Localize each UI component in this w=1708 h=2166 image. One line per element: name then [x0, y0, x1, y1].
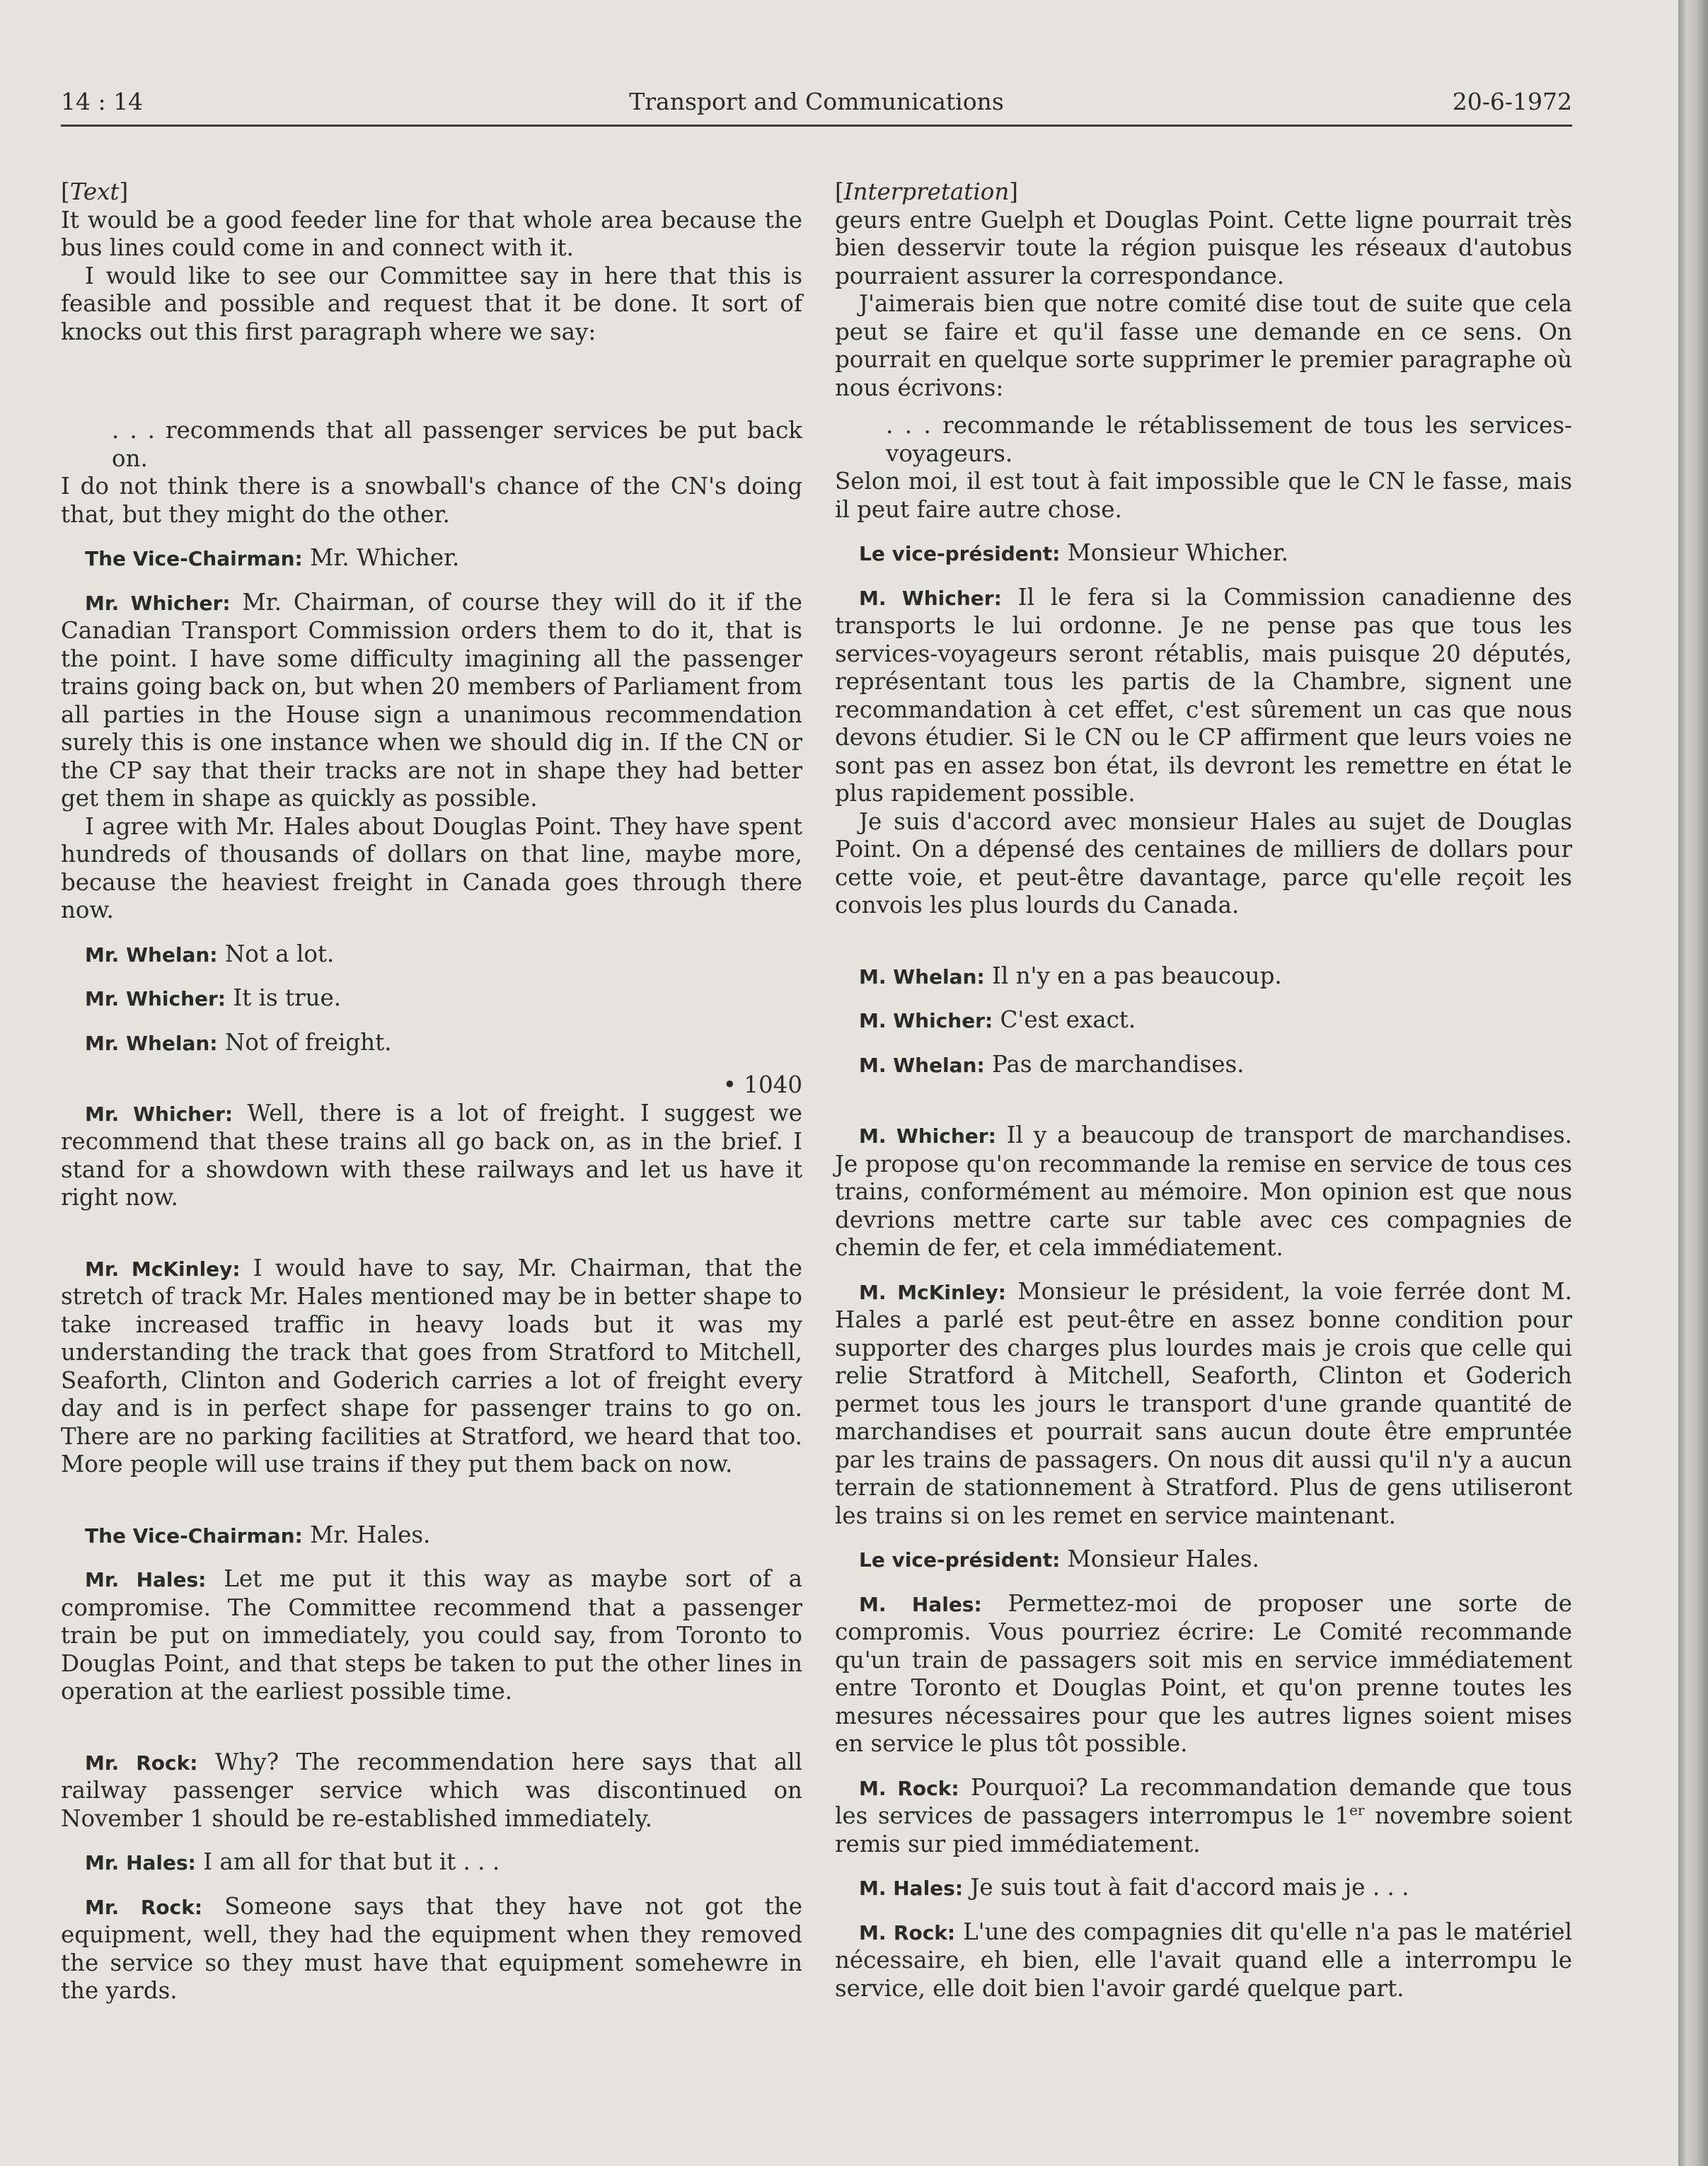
paragraph: It would be a good feeder line for that whole area because the bus lines could come in and connect with it. — [61, 206, 802, 261]
speaker-name: The Vice-Chairman: — [85, 547, 303, 570]
time-marker: • 1040 — [722, 1071, 802, 1098]
speech-text: I would have to say, Mr. Chairman, that the stretch of track Mr. Hales mentioned may be in better shape to take increased traffic in heavy loads but it was my understanding the track that goes from Stratford to Mitchell, Seaforth, Clinton and Goderich carries a lot of freight every day and is in perfect shape for passenger trains to go on. There are no parking facilities at Stratford, we heard that too. More people will use trains if they put them back on now. — [61, 1254, 802, 1477]
speech-text: Pourquoi? La recommandation demande que tous les services de passagers interrompus le — [835, 1773, 1572, 1829]
speech — [61, 1848, 802, 1877]
speech — [61, 984, 802, 1013]
french-column — [835, 178, 1572, 2003]
paragraph: Selon moi, il est tout à fait impossible que le CN le fasse, mais il peut faire autre chose. — [835, 468, 1572, 523]
speech-text: Je suis tout à fait d'accord mais je . . . — [970, 1874, 1409, 1901]
speaker-name: M. Whelan: — [859, 964, 985, 989]
speech-text: Permettez-moi de proposer une sorte de compromis. Vous pourriez écrire: Le Comité recommande qu'un train de passagers soit mis en service immédiatement entre Toronto et Douglas Point, et qu'on prenne toutes les mesures nécessaires pour que les autres lignes soient mises en service le plus tôt possible. — [835, 1589, 1573, 1757]
speaker-name: M. Rock: — [859, 1920, 956, 1945]
speech — [835, 1774, 1572, 1859]
speech-text: I am all for that but it . . . — [203, 1848, 500, 1875]
quotation: . . . recommends that all passenger services be put back on. — [112, 417, 802, 472]
speech — [835, 1918, 1572, 2003]
paragraph: I would like to see our Committee say in here that this is feasible and possible and request that it be done. It sort of knocks out this first paragraph where we say: — [61, 262, 802, 345]
speaker-name: Mr. Rock: — [85, 1895, 203, 1919]
speaker-name: Le vice-président: — [859, 1548, 1061, 1572]
speech-text: Not a lot. — [224, 940, 335, 967]
speech-text: Pas de marchandises. — [992, 1050, 1245, 1078]
speech — [835, 1545, 1572, 1574]
speech — [61, 1565, 802, 1706]
speech-text: Someone says that they have not got the equipment, well, they had the equipment when they removed the service so they must have that equipment somehewre in the yards. — [61, 1892, 803, 2004]
column-label: [Text] — [61, 178, 129, 205]
speaker-name: M. Whicher: — [859, 586, 1002, 610]
header-date: 20-6-1972 — [1452, 88, 1572, 115]
paragraph: I agree with Mr. Hales about Douglas Point. They have spent hundreds of thousands of dollars on that line, maybe more, because the heaviest freight in Canada goes through there now. — [61, 812, 802, 923]
speech-text: Let me put it this way as maybe sort of a compromise. The Committee recommend that a passenger train be put on immediately, you could say, from Toronto to Douglas Point, and that steps be taken to put the other lines in operation at the earliest possible time. — [61, 1565, 802, 1705]
speech-text: Il n'y en a pas beaucoup. — [992, 962, 1282, 989]
paragraph: I do not think there is a snowball's chance of the CN's doing that, but they might do the other. — [61, 473, 802, 528]
speech — [61, 940, 802, 969]
speech — [835, 1122, 1572, 1262]
speech-text: novembre soient remis sur pied immédiatement. — [835, 1802, 1572, 1857]
speech — [61, 589, 802, 813]
speech-text: L'une des compagnies dit qu'elle n'a pas le matériel nécessaire, eh bien, elle l'avait quand elle a interrompu le service, elle doit bien l'avoir gardé quelque part. — [835, 1918, 1572, 2002]
speaker-name: M. Whelan: — [859, 1053, 985, 1077]
speech-text: Il le fera si la Commission canadienne des transports le lui ordonne. Je ne pense pas que tous les services-voyageurs seront rétablis, mais puisque 20 députés, représentant tous les partis de la Chambre, signent une recommandation à cet effet, c'est sûrement un cas que nous devons étudier. Si le CN ou le CP affirment que leurs voies ne sont pas en assez bon état, ils devront les remettre en état le plus rapidement possible. — [835, 583, 1572, 807]
speaker-name: Mr. Whicher: — [85, 1102, 233, 1126]
speech — [835, 962, 1572, 991]
paragraph: Je suis d'accord avec monsieur Hales au sujet de Douglas Point. On a dépensé des centaines de milliers de dollars pour cette voie, et peut-être davantage, parce qu'elle reçoit les convois les plus lourds du Canada. — [835, 807, 1572, 918]
speaker-name: The Vice-Chairman: — [85, 1523, 303, 1548]
speaker-name: M. McKinley: — [859, 1280, 1006, 1304]
quotation: . . . recommande le rétablissement de tous les services-voyageurs. — [886, 412, 1572, 467]
speech-text: Monsieur le président, la voie ferrée dont M. Hales a parlé est peut-être en assez bonne condition pour supporter des charges plus lourdes mais je crois que celle qui relie Stratford à Mitchell, Seaforth, Clinton et Goderich permet tous les jours le transport d'une grande quantité de marchandises et pourrait sans aucun doute être empruntée par les trains de passagers. On nous dit aussi qu'il n'y a aucun terrain de stationnement à Stratford. Plus de gens utiliseront les trains si on les remet en service maintenant. — [835, 1277, 1572, 1529]
paragraph: geurs entre Guelph et Douglas Point. Cette ligne pourrait très bien desservir toute la région puisque les réseaux d'autobus pourraient assurer la correspondance. — [835, 206, 1572, 289]
speech — [835, 1006, 1572, 1035]
page-header — [61, 88, 1572, 127]
speech — [835, 539, 1572, 568]
speech — [835, 1278, 1572, 1531]
speech-text: Mr. Hales. — [310, 1521, 431, 1548]
speech-text: Monsieur Hales. — [1067, 1545, 1259, 1572]
speaker-name: Le vice-président: — [859, 542, 1061, 565]
speech — [835, 1051, 1572, 1080]
speech — [61, 1521, 802, 1550]
speaker-name: M. Whicher: — [859, 1009, 993, 1032]
page-number: 14 : 14 — [61, 88, 144, 115]
speaker-name: Mr. Hales: — [85, 1851, 196, 1874]
ordinal-suffix: er — [1349, 1802, 1365, 1819]
ordinal: 1 — [1334, 1802, 1350, 1829]
speech-text: Monsieur Whicher. — [1067, 539, 1288, 566]
speaker-name: M. Hales: — [859, 1877, 964, 1900]
speaker-name: Mr. Rock: — [85, 1751, 198, 1775]
column-label: [Interpretation] — [835, 178, 1018, 205]
english-column — [61, 178, 802, 2005]
speaker-name: Mr. Whelan: — [85, 1031, 218, 1055]
speech — [61, 544, 802, 573]
paragraph: J'aimerais bien que notre comité dise tout de suite que cela peut se faire et qu'il fasse une demande en ce sens. On pourrait en quelque sorte supprimer le premier paragraphe où nous écrivons: — [835, 290, 1572, 401]
speech — [61, 1029, 802, 1058]
speech-text: Il y a beaucoup de transport de marchandises. Je propose qu'on recommande la remise en service de tous ces trains, conformément au mémoire. Mon opinion est que nous devrions mettre carte sur table avec ces compagnies de chemin de fer, et cela immédiatement. — [835, 1122, 1572, 1261]
header-rule — [61, 125, 1572, 127]
speech — [61, 1255, 802, 1479]
speech-text: Not of freight. — [224, 1028, 392, 1056]
speech — [835, 1590, 1572, 1758]
speech-text: C'est exact. — [1000, 1006, 1136, 1033]
speaker-name: M. Whicher: — [859, 1124, 996, 1148]
speech — [61, 1893, 802, 2005]
speech — [835, 1874, 1572, 1903]
speaker-name: Mr. Whicher: — [85, 987, 226, 1010]
speech — [61, 1100, 802, 1212]
speech-text: Why? The recommendation here says that all railway passenger service which was discontinued on November 1 should be re-established immediately. — [61, 1748, 802, 1832]
speech-text: It is true. — [233, 984, 342, 1011]
speaker-name: Mr. McKinley: — [85, 1257, 241, 1281]
page-edge — [1678, 0, 1708, 2166]
running-title: Transport and Communications — [629, 88, 1004, 115]
speech-text: Mr. Whicher. — [310, 544, 460, 571]
speaker-name: M. Hales: — [859, 1592, 982, 1616]
speech — [61, 1749, 802, 1833]
speaker-name: M. Rock: — [859, 1776, 959, 1800]
speech-text: Mr. Chairman, of course they will do it if the Canadian Transport Commission orders them to do it, that is the point. I have some difficulty imagining all the passenger trains going back on, but when 20 members of Parliament from all parties in the House sign a unanimous recommendation surely this is one instance when we should dig in. If the CN or the CP say that their tracks are not in shape they had better get them in shape as quickly as possible. — [61, 588, 802, 812]
speech — [835, 584, 1572, 808]
speaker-name: Mr. Hales: — [85, 1568, 207, 1591]
speaker-name: Mr. Whelan: — [85, 943, 218, 967]
speech-text: Well, there is a lot of freight. I suggest we recommend that these trains all go back on, as in the brief. I stand for a showdown with these railways and let us have it right now. — [61, 1099, 802, 1211]
speaker-name: Mr. Whicher: — [85, 591, 231, 615]
